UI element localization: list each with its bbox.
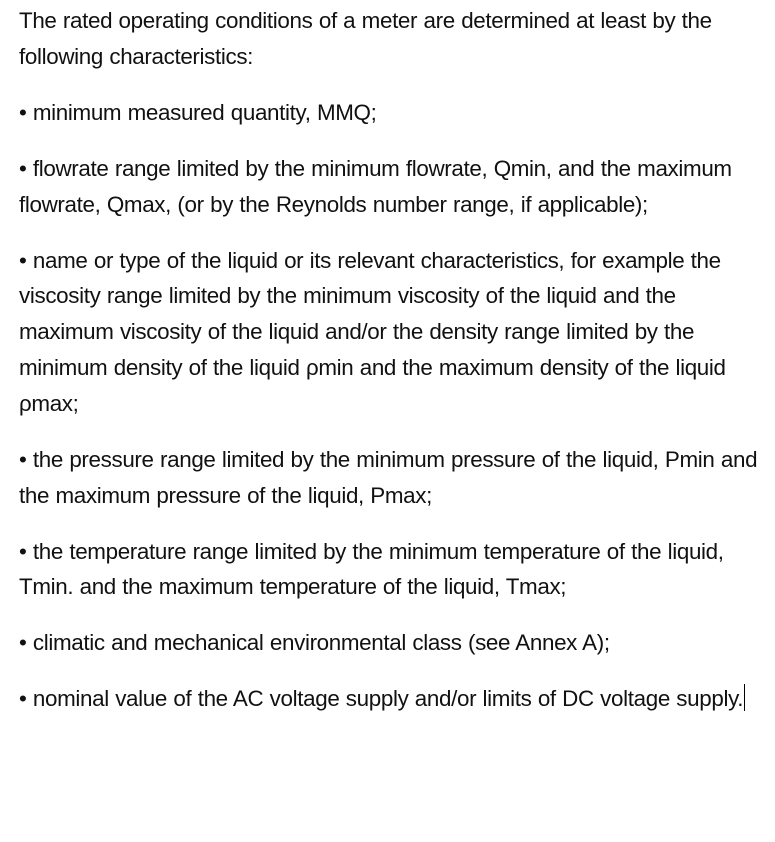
list-item-text: climatic and mechanical environmental class (see Annex A);: [32, 630, 610, 656]
intro-paragraph: The rated operating conditions of a meter are determined at least by the following characteristics:: [19, 8, 712, 69]
bullet-icon: •: [19, 630, 27, 656]
list-item: [19, 625, 764, 661]
list-item: [19, 243, 764, 422]
list-item-text: nominal value of the AC voltage supply and/or limits of DC voltage supply.: [32, 686, 744, 712]
bullet-icon: •: [19, 99, 27, 125]
bullet-icon: •: [19, 155, 27, 181]
bullet-icon: •: [19, 247, 27, 273]
list-item: [19, 534, 764, 606]
list-item-text: minimum measured quantity, MMQ;: [32, 99, 377, 125]
list-item: [19, 151, 764, 223]
list-item-text: name or type of the liquid or its relevant characteristics, for example the viscosity range limited by the minimum viscosity of the liquid and the maximum viscosity of the liquid and/or the density range limited by the minimum density of the liquid ρmin and the maximum density of the liquid ρmax;: [19, 247, 726, 416]
bullet-icon: •: [19, 538, 27, 564]
list-item-text: the pressure range limited by the minimum pressure of the liquid, Pmin and the maximum pressure of the liquid, Pmax;: [19, 446, 758, 508]
list-item: [19, 681, 764, 717]
list-item: [19, 442, 764, 514]
list-item-text: flowrate range limited by the minimum flowrate, Qmin, and the maximum flowrate, Qmax, (or by the Reynolds number range, if applicable);: [19, 155, 732, 217]
document-body[interactable]: [19, 3, 764, 737]
text-cursor: [744, 684, 745, 711]
list-item: [19, 95, 764, 131]
bullet-icon: •: [19, 446, 27, 472]
list-item-text: the temperature range limited by the minimum temperature of the liquid, Tmin. and the maximum temperature of the liquid, Tmax;: [19, 538, 724, 600]
bullet-icon: •: [19, 686, 27, 712]
